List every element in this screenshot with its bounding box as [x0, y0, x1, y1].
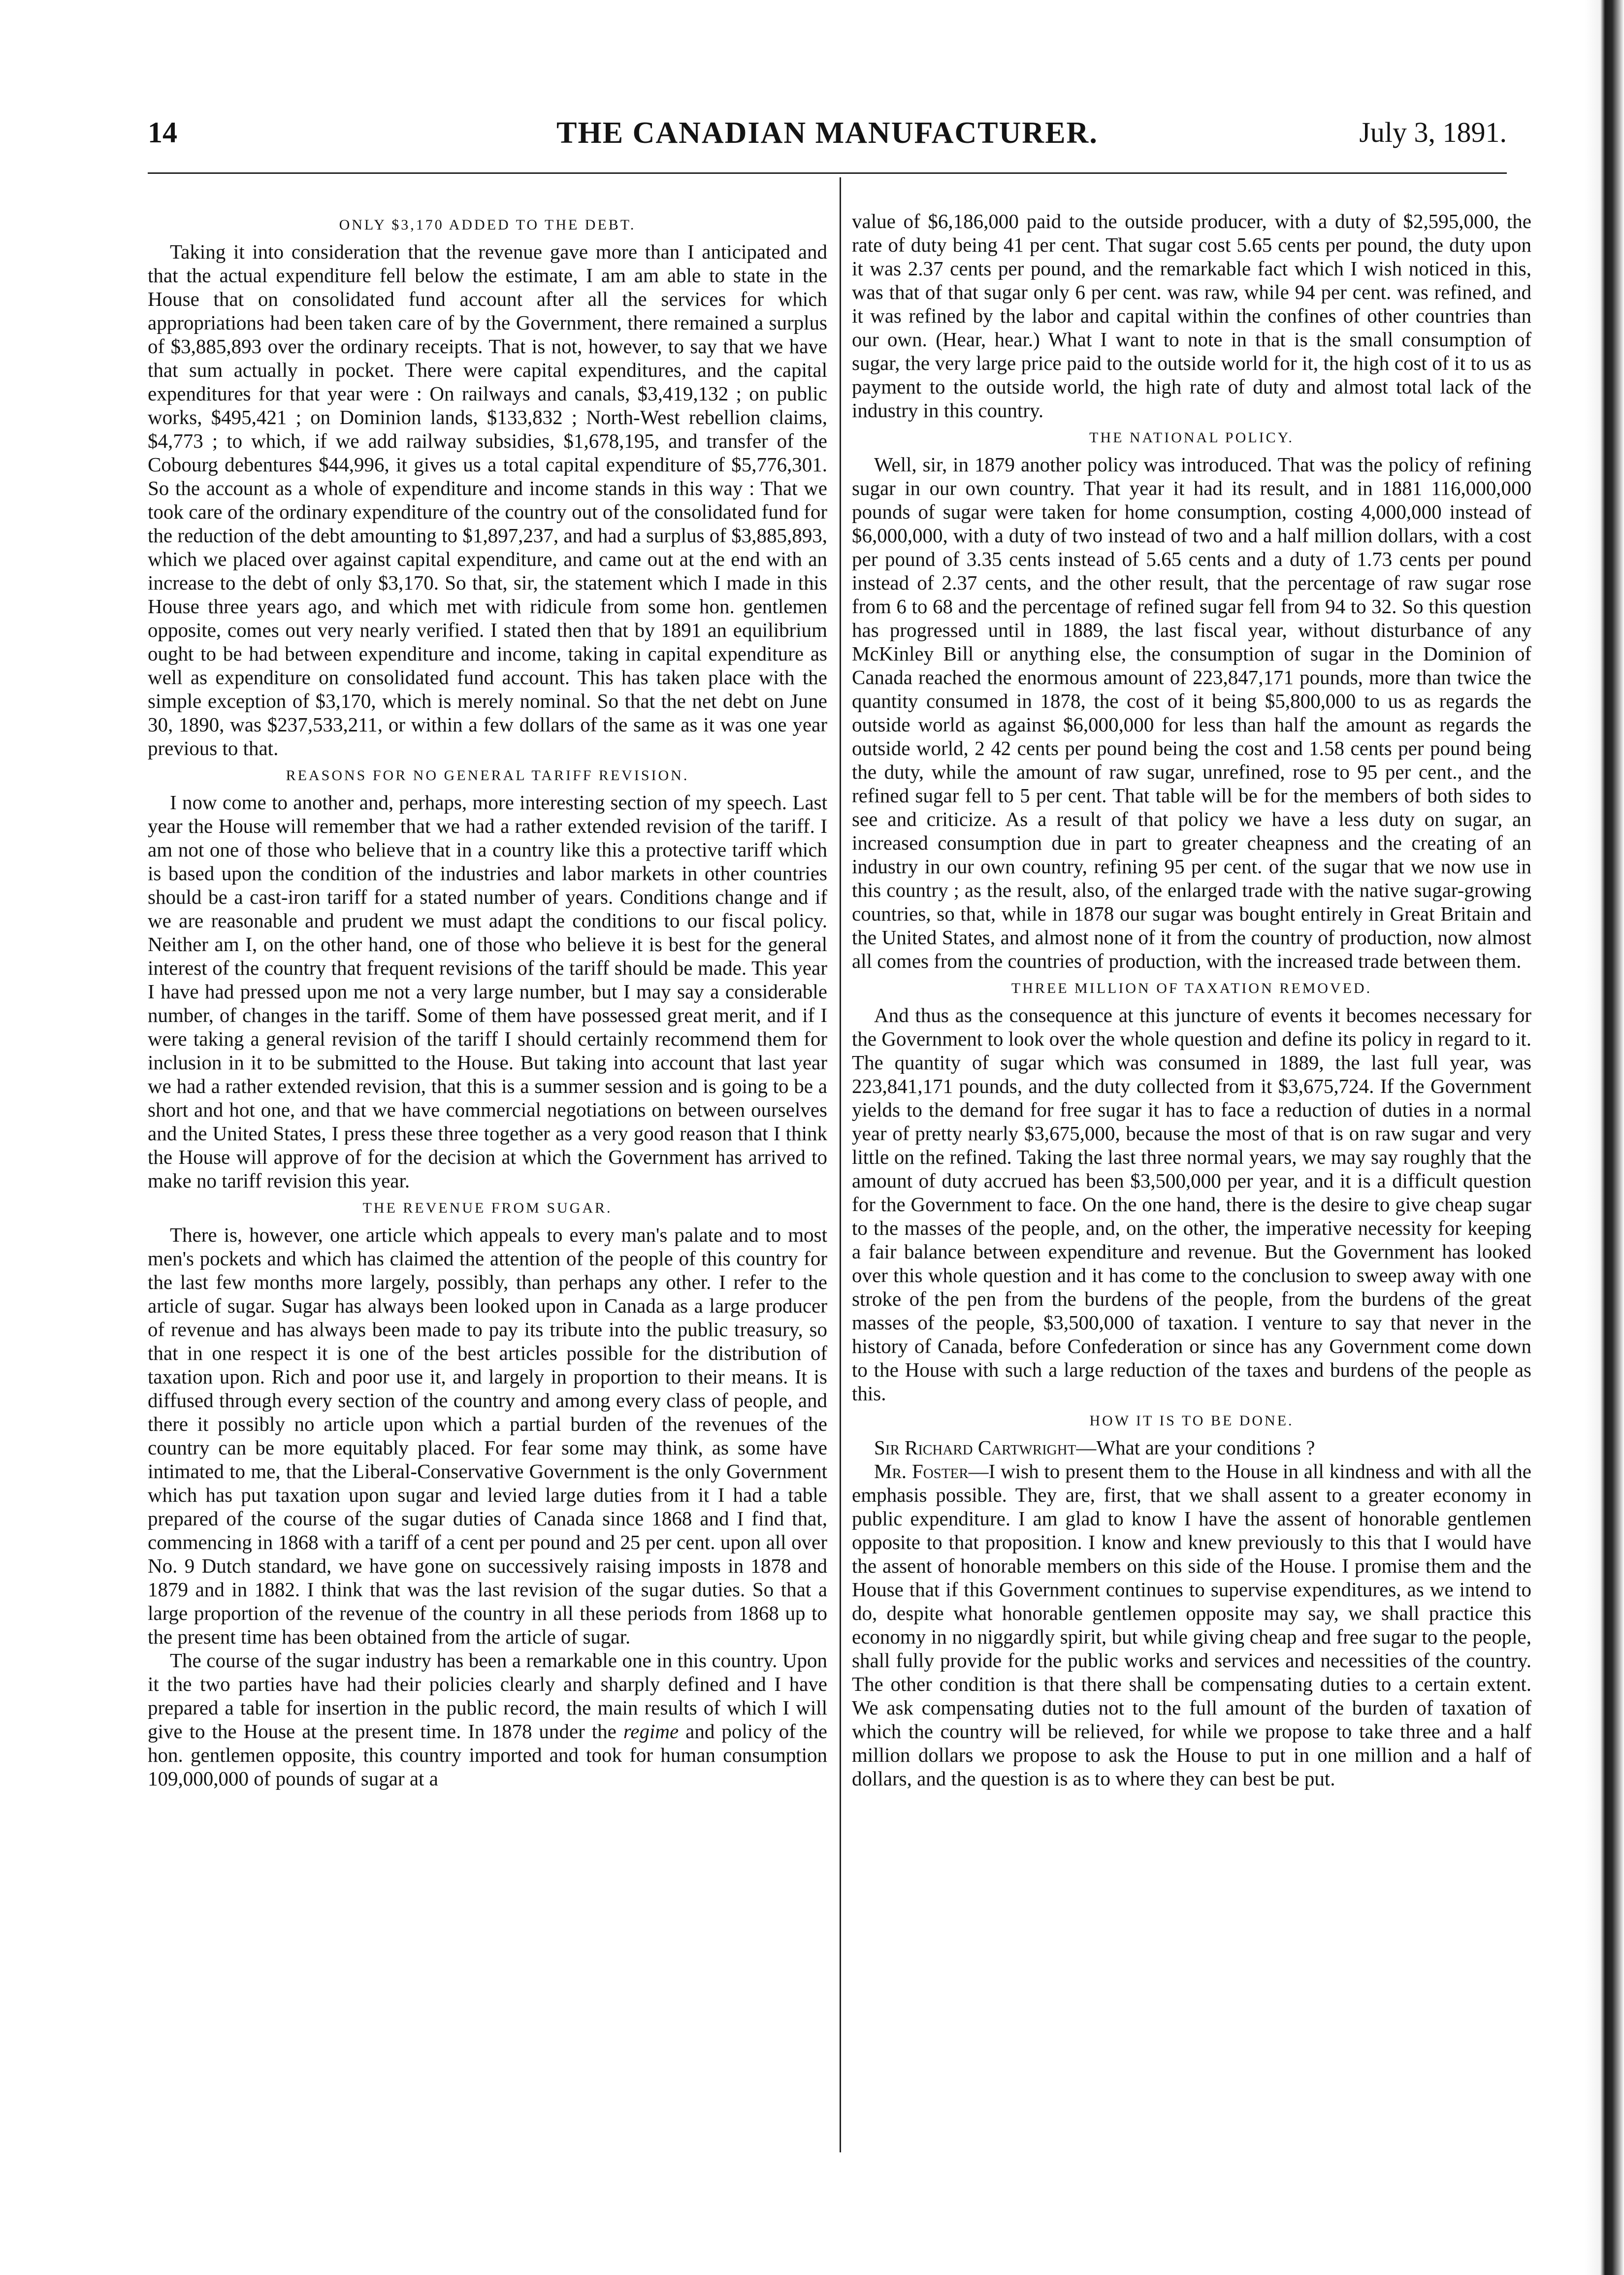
paragraph: I now come to another and, perhaps, more interesting section of my speech. Last year the House will remember that we had a rather extended revision of the tariff. I am not one of those who believe that in a country like this a protective tariff which is based upon the condition of the industries and labor markets in other countries should be a cast-iron tariff for a stated number of years. Conditions change and if we are reasonable and prudent we must adapt the conditions to our fiscal policy. Neither am I, on the other hand, one of those who believe it is best for the general interest of the country that frequent revisions of the tariff should be made. This year I have had pressed upon me not a very large number, but I may say a considerable number, of changes in the tariff. Some of them have possessed great merit, and if I were taking a general revision of the tariff I should certainly recommend them for inclusion in it to be submitted to the House. But taking into account that last year we had a rather extended revision, that this is a summer session and is going to be a short and hot one, and that we have commercial negotiations on between ourselves and the United States, I press these three together as a very good reason that I think the House will approve of for the decision at which the Government has arrived to make no tariff revision this year.	[148, 791, 827, 1192]
paragraph-text: The course of the sugar industry has been a remarkable one in this country. Upon it the two parties have had their policies clearly and sharply defined and I have prepared a table for insertion in the public record, the main results of which I will give to the House at the present time. In 1878 under the	[148, 1649, 827, 1743]
header-rule	[148, 172, 1507, 174]
page-number: 14	[148, 116, 177, 149]
paragraph: Taking it into consideration that the revenue gave more than I anticipated and that the actual expenditure fell below the estimate, I am am able to state in the House that on consolidated fund account after all the services for which appropriations had been taken care of by the Government, there remained a surplus of $3,885,893 over the ordinary receipts. That is not, however, to say that we have that sum actually in pocket. There were capital expenditures, and the capital expenditures for that year were : On railways and canals, $3,419,132 ; on public works, $495,421 ; on Dominion lands, $133,832 ; North-West rebellion claims, $4,773 ; to which, if we add railway subsidies, $1,678,195, and transfer of the Cobourg debentures $44,996, it gives us a total capital expenditure of $5,776,301. So the account as a whole of expenditure and income stands in this way : That we took care of the ordinary expenditure of the country out of the consolidated fund for the reduction of the debt amounting to $1,897,237, and had a surplus of $3,885,893, which we placed over against capital expenditure, and came out at the end with an increase to the debt of only $3,170. So that, sir, the statement which I made in this House three years ago, and which met with ridicule from some hon. gentlemen opposite, comes out very nearly verified. I stated then that by 1891 an equilibrium ought to be had between expenditure and income, taking in capital expenditure as well as expenditure on consolidated fund account. This has taken place with the simple exception of $3,170, which is merely nominal. So that the net debt on June 30, 1890, was $237,533,211, or within a few dollars of the same as it was one year previous to that.	[148, 240, 827, 759]
section-heading: THE REVENUE FROM SUGAR.	[362, 1200, 613, 1216]
speaker-name: Mr. Foster	[874, 1460, 969, 1483]
speaker-name: Sir Richard Cartwright	[874, 1436, 1076, 1459]
section-heading: ONLY $3,170 ADDED TO THE DEBT.	[339, 217, 636, 233]
paragraph: There is, however, one article which appeals to every man's palate and to most men's pockets and which has claimed the attention of the people of this country for the last few months more largely, possibly, than perhaps any other. I refer to the article of sugar. Sugar has always been looked upon in Canada as a large producer of revenue and has always been made to pay its tribute into the public treasury, so that in one respect it is one of the best articles possible for the distribution of taxation upon. Rich and poor use it, and largely in proportion to their means. It is diffused through every section of the country and among every class of people, and there it possibly no article upon which a partial burden of the revenues of the country can be more equitably placed. For fear some may think, as some have intimated to me, that the Liberal-Conservative Government is the only Government which has put taxation upon sugar and levied large duties from it I had a table prepared of the course of the sugar duties of Canada since 1868 and I find that, commencing in 1868 with a tariff of a cent per pound and 25 per cent. upon all over No. 9 Dutch standard, we have gone on successively raising imposts in 1878 and 1879 and in 1882. I think that was the last revision of the sugar duties. So that a large proportion of the revenue of the country in all these periods from 1868 up to the present time has been obtained from the article of sugar.	[148, 1223, 827, 1648]
section-heading: HOW IT IS TO BE DONE.	[1089, 1413, 1294, 1429]
paragraph	[852, 1436, 1531, 1459]
section-heading: REASONS FOR NO GENERAL TARIFF REVISION.	[286, 767, 689, 784]
paragraph: Well, sir, in 1879 another policy was introduced. That was the policy of refining sugar in our own country. That year it had its result, and in 1881 116,000,000 pounds of sugar were taken for home consumption, costing 4,000,000 instead of $6,000,000, with a duty of two instead of two and a half million dollars, with a cost per pound of 3.35 cents instead of 5.65 cents and a duty of 1.73 cents per pound instead of 2.37 cents, and the other result, that the percentage of raw sugar rose from 6 to 68 and the percentage of refined sugar fell from 94 to 32. So this question has progressed until in 1889, the last fiscal year, without disturbance of any McKinley Bill or anything else, the consumption of sugar in the Dominion of Canada reached the enormous amount of 223,847,171 pounds, more than twice the quantity consumed in 1878, the cost of it being $5,800,000 to us as regards the outside world as against $6,000,000 for less than half the amount as regards the outside world, 2 42 cents per pound being the cost and 1.58 cents per pound being the duty, while the amount of raw sugar, unrefined, rose to 95 per cent., and the refined sugar fell to 5 per cent. That table will be for the members of both sides to see and criticize. As a result of that policy we have a less duty on sugar, an increased consumption due in part to greater cheapness and the creating of an industry in our own country, refining 95 per cent. of the sugar that we now use in this country ; as the result, also, of the enlarged trade with the native sugar-growing countries, so that, while in 1878 our sugar was bought entirely in Great Britain and the United States, and almost none of it from the country of production, now almost all comes from the countries of production, with the increased trade between them.	[852, 453, 1531, 972]
italic-term: regime	[623, 1720, 679, 1743]
issue-date: July 3, 1891.	[1359, 116, 1507, 148]
column-divider	[840, 177, 841, 2152]
journal-title: THE CANADIAN MANUFACTURER.	[556, 116, 1098, 150]
right-column	[852, 209, 1531, 1790]
paragraph-text: —I wish to present them to the House in all kindness and with all the emphasis possible. They are, first, that we shall assent to a greater economy in public expenditure. I am glad to know I have the assent of honorable gentlemen opposite to that proposition. I know and knew previously to this that I would have the assent of honorable members on this side of the House. I promise them and the House that if this Government continues to supervise expenditures, as we intend to do, despite what honorable gentlemen opposite may say, we shall practice this economy in no niggardly spirit, but while giving cheap and free sugar to the people, shall fully provide for the public works and services and necessities of the country. The other condition is that there shall be compensating duties to a certain extent. We ask compensating duties not to the full amount of the burden of taxation of which the country will be relieved, for while we propose to take three and a half million dollars we propose to ask the House to put in one million and a half of dollars, and the question is as to where they can best be put.	[852, 1460, 1531, 1790]
paragraph	[148, 1649, 827, 1790]
page-binding-edge	[1585, 0, 1624, 2275]
paragraph	[852, 1459, 1531, 1790]
paragraph-text: —What are your conditions ?	[1076, 1436, 1315, 1459]
left-column	[148, 209, 827, 1790]
paragraph-continued: value of $6,186,000 paid to the outside producer, with a duty of $2,595,000, the rate of duty being 41 per cent. That sugar cost 5.65 cents per pound, the duty upon it was 2.37 cents per pound, and the remarkable fact which I wish noticed in this, was that of that sugar only 6 per cent. was raw, while 94 per cent. was refined, and it was refined by the labor and capital within the confines of other countries than our own. (Hear, hear.) What I want to note in that is the small consumption of sugar, the very large price paid to the outside world for it, the high cost of it to us as payment to the outside world, the high rate of duty and almost total lack of the industry in this country.	[852, 210, 1531, 422]
section-heading: THREE MILLION OF TAXATION REMOVED.	[1011, 980, 1372, 996]
paragraph: And thus as the consequence at this juncture of events it becomes necessary for the Government to look over the whole question and define its policy in regard to it. The quantity of sugar which was consumed in 1889, the last full year, was 223,841,171 pounds, and the duty collected from it $3,675,724. If the Government yields to the demand for free sugar it has to face a reduction of duties in a normal year of pretty nearly $3,675,000, because the most of that is on raw sugar and very little on the refined. Taking the last three normal years, we may say roughly that the amount of duty accrued has been $3,500,000 per year, and it is a difficult question for the Government to face. On the one hand, there is the desire to give cheap sugar to the masses of the people, and, on the other, the imperative necessity for keeping a fair balance between expenditure and revenue. But the Government has looked over this whole question and it has come to the conclusion to sweep away with one stroke of the pen from the burdens of the people, from the burdens of the great masses of the people, $3,500,000 of taxation. I venture to say that never in the history of Canada, before Confederation or since has any Government come down to the House with such a large reduction of the taxes and burdens of the people as this.	[852, 1004, 1532, 1405]
paragraph-text: and policy of the hon. gentlemen opposite, this country imported and took for human consumption 109,000,000 of pounds of sugar at a	[148, 1720, 827, 1790]
section-heading: THE NATIONAL POLICY.	[1089, 429, 1294, 446]
page-header	[148, 116, 1507, 170]
